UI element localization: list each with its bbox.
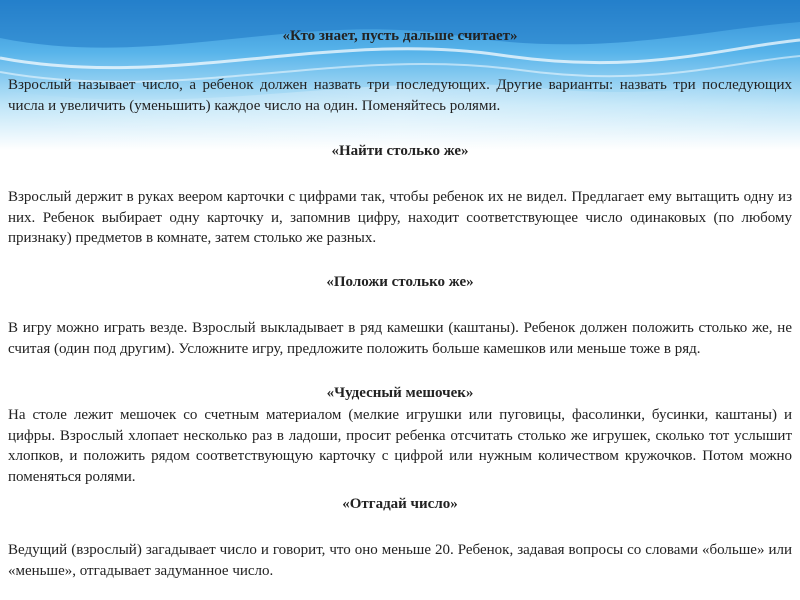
section-title: «Кто знает, пусть дальше считает» (282, 28, 518, 44)
section-title: «Чудесный мешочек» (326, 385, 474, 401)
section-title: «Положи столько же» (326, 274, 474, 290)
section-text: Взрослый держит в руках веером карточки с цифрами так, чтобы ребенок их не видел. Предлагает ему вытащить одну из них. Ребенок выбирает одну карточку и, запомнив цифру, находит соответствующее число одинаковых (по любому признаку) предметов в комнате, затем столько же разных. (8, 189, 792, 246)
section-title: «Отгадай число» (342, 496, 458, 512)
section-title: «Найти столько же» (331, 143, 469, 159)
section-text: Ведущий (взрослый) загадывает число и говорит, что оно меньше 20. Ребенок, задавая вопросы со словами «больше» или «меньше», отгадывает задуманное число. (8, 542, 792, 579)
section-text: Взрослый называет число, а ребенок должен назвать три последующих. Другие варианты: назвать три последующих числа и увеличить (уменьшить) каждое число на один. Поменяйтесь ролями. (8, 77, 792, 114)
section-text: На столе лежит мешочек со счетным материалом (мелкие игрушки или пуговицы, фасолинки, бусинки, каштаны) и цифры. Взрослый хлопает несколько раз в ладоши, просит ребенка отсчитать столько же игрушек, сколько тот услышит хлопков, и положить рядом соответствующую карточку с цифрой или нужным количеством кружочков. Потом можно поменяться ролями. (8, 407, 792, 485)
section-text: В игру можно играть везде. Взрослый выкладывает в ряд камешки (каштаны). Ребенок должен положить столько же, не считая (один под другим). Усложните игру, предложите положить больше камешков или меньше тоже в ряд. (8, 320, 792, 357)
